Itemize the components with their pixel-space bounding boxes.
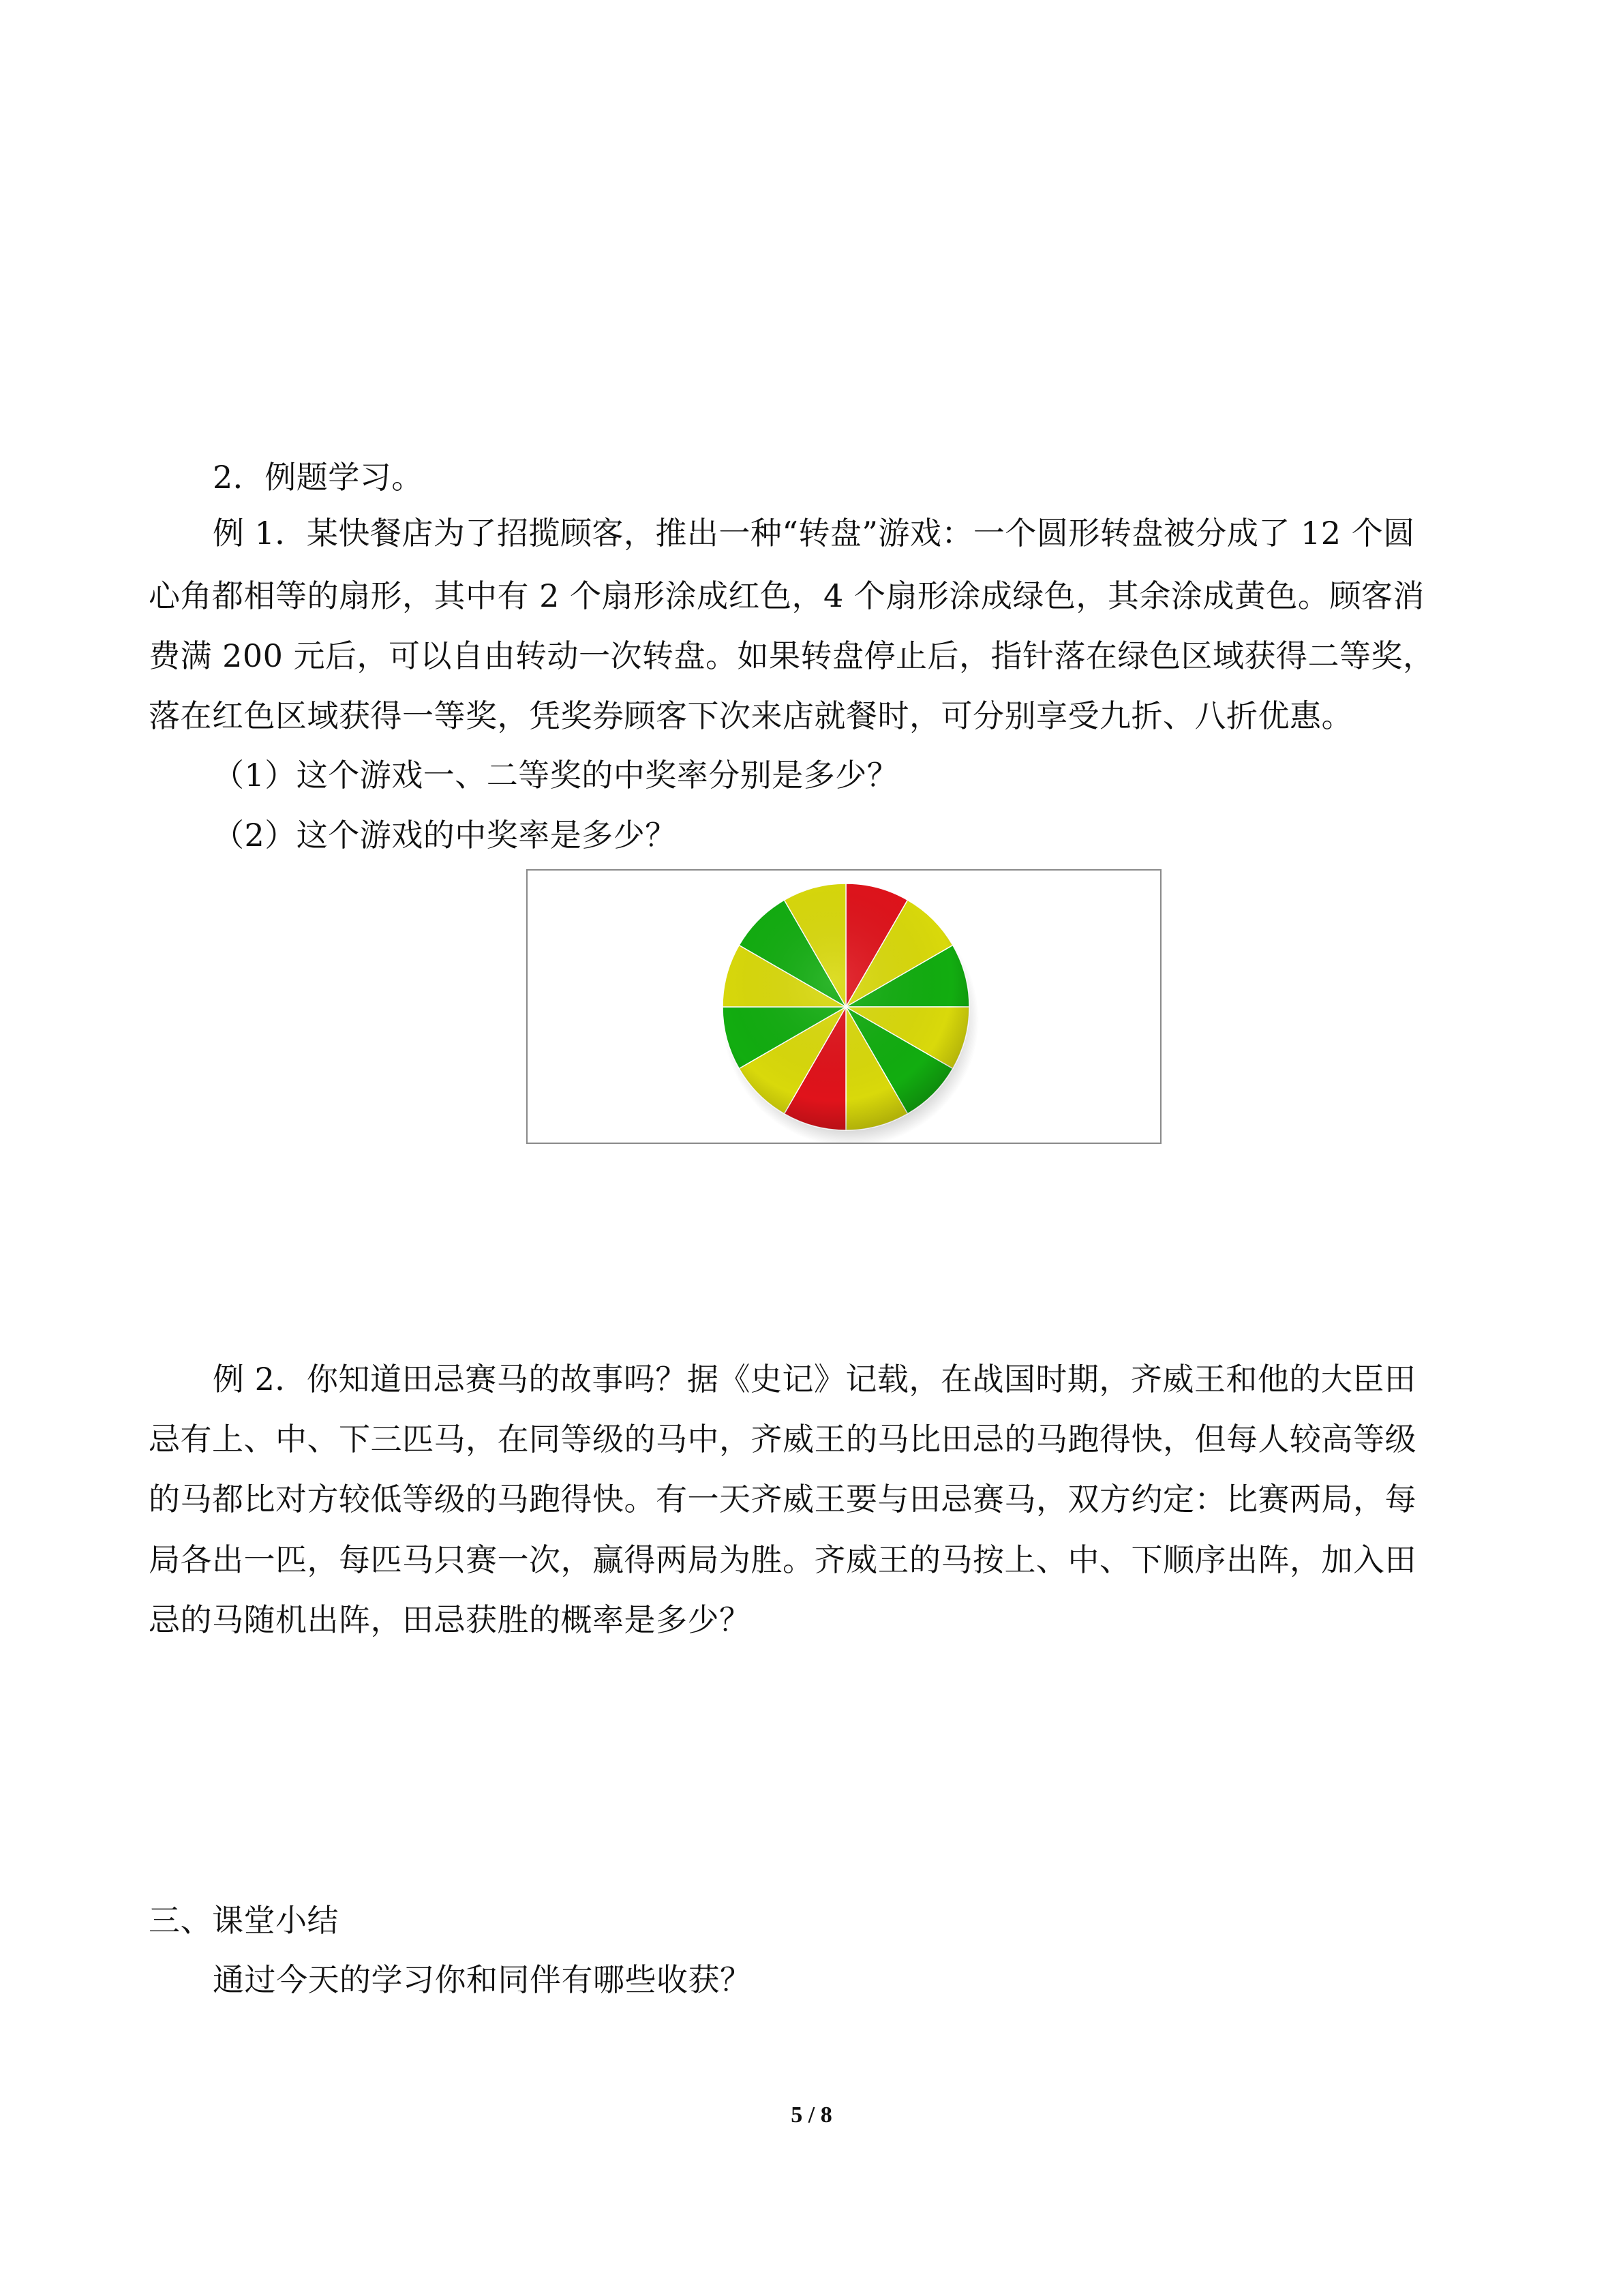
example2-line-4: 局各出一匹，每匹马只赛一次，赢得两局为胜。齐威王的马按上、中、下顺序出阵，加入田 bbox=[149, 1541, 1416, 1578]
example2-line-1: 例 2．你知道田忌赛马的故事吗？据《史记》记载，在战国时期，齐威王和他的大臣田 bbox=[213, 1361, 1416, 1398]
spinner-figure-frame bbox=[526, 869, 1162, 1144]
example1-line-4: 落在红色区域获得一等奖，凭奖券顾客下次来店就餐时，可分别享受九折、八折优惠。 bbox=[149, 697, 1353, 734]
summary-text: 通过今天的学习你和同伴有哪些收获？ bbox=[213, 1961, 752, 1998]
example1-line-2: 心角都相等的扇形，其中有 2 个扇形涂成红色，4 个扇形涂成绿色，其余涂成黄色。顾客消 bbox=[149, 577, 1425, 614]
example1-question-1: （1）这个游戏一、二等奖的中奖率分别是多少？ bbox=[213, 757, 899, 794]
spinner-shading bbox=[723, 883, 969, 1130]
page-number: 5 / 8 bbox=[791, 2102, 832, 2128]
summary-heading: 三、课堂小结 bbox=[149, 1902, 339, 1939]
example2-line-2: 忌有上、中、下三匹马，在同等级的马中，齐威王的马比田忌的马跑得快，但每人较高等级 bbox=[149, 1421, 1416, 1457]
example-section-heading: 2．例题学习。 bbox=[213, 459, 423, 496]
example1-question-2: （2）这个游戏的中奖率是多少？ bbox=[213, 817, 677, 854]
example2-line-3: 的马都比对方较低等级的马跑得快。有一天齐威王要与田忌赛马，双方约定：比赛两局，每 bbox=[149, 1481, 1416, 1517]
example1-line-3: 费满 200 元后，可以自由转动一次转盘。如果转盘停止后，指针落在绿色区域获得二等奖， bbox=[149, 637, 1435, 674]
spinner-wheel bbox=[528, 871, 1160, 1143]
example1-line-1: 例 1．某快餐店为了招揽顾客，推出一种“转盘”游戏：一个圆形转盘被分成了 12 个圆 bbox=[213, 515, 1415, 552]
example2-line-5: 忌的马随机出阵，田忌获胜的概率是多少？ bbox=[149, 1601, 751, 1638]
